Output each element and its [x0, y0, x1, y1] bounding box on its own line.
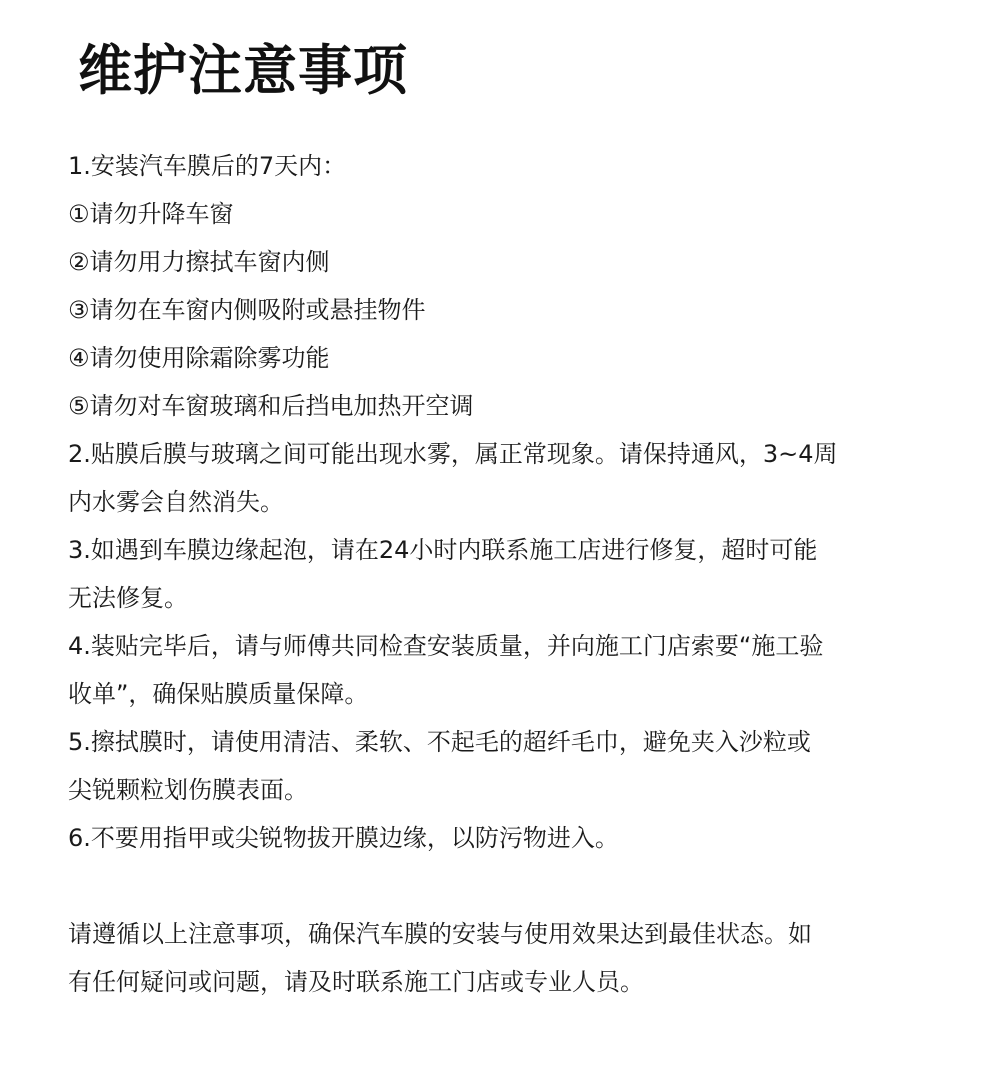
notice-line-4b: 收单”，确保贴膜质量保障。 — [68, 680, 369, 708]
notice-line-5b: 尖锐颗粒划伤膜表面。 — [68, 776, 308, 804]
notice-line-4a: 4.装贴完毕后，请与师傅共同检查安装质量，并向施工门店索要“施工验 — [68, 632, 824, 660]
notice-line-3b: 无法修复。 — [68, 584, 188, 612]
notice-line-3a: 3.如遇到车膜边缘起泡，请在24小时内联系施工店进行修复，超时可能 — [68, 536, 818, 564]
notice-subitem-1: ①请勿升降车窗 — [68, 200, 234, 228]
paragraph-spacer — [68, 862, 908, 910]
notice-subitem-2: ②请勿用力擦拭车窗内侧 — [68, 248, 330, 276]
notice-line-2b: 内水雾会自然消失。 — [68, 488, 284, 516]
notice-line-2a: 2.贴膜后膜与玻璃之间可能出现水雾，属正常现象。请保持通风，3~4周 — [68, 440, 838, 468]
notice-content — [68, 142, 908, 1006]
closing-line-2: 有任何疑问或问题，请及时联系施工门店或专业人员。 — [68, 968, 644, 996]
notice-line-6: 6.不要用指甲或尖锐物拔开膜边缘，以防污物进入。 — [68, 824, 619, 852]
closing-line-1: 请遵循以上注意事项，确保汽车膜的安装与使用效果达到最佳状态。如 — [68, 920, 812, 948]
notice-line-1: 1.安装汽车膜后的7天内： — [68, 152, 347, 180]
notice-subitem-3: ③请勿在车窗内侧吸附或悬挂物件 — [68, 296, 426, 324]
notice-line-5a: 5.擦拭膜时，请使用清洁、柔软、不起毛的超纤毛巾，避免夹入沙粒或 — [68, 728, 811, 756]
notice-subitem-5: ⑤请勿对车窗玻璃和后挡电加热开空调 — [68, 392, 474, 420]
page-title: 维护注意事项 — [78, 39, 408, 102]
notice-subitem-4: ④请勿使用除霜除雾功能 — [68, 344, 330, 372]
